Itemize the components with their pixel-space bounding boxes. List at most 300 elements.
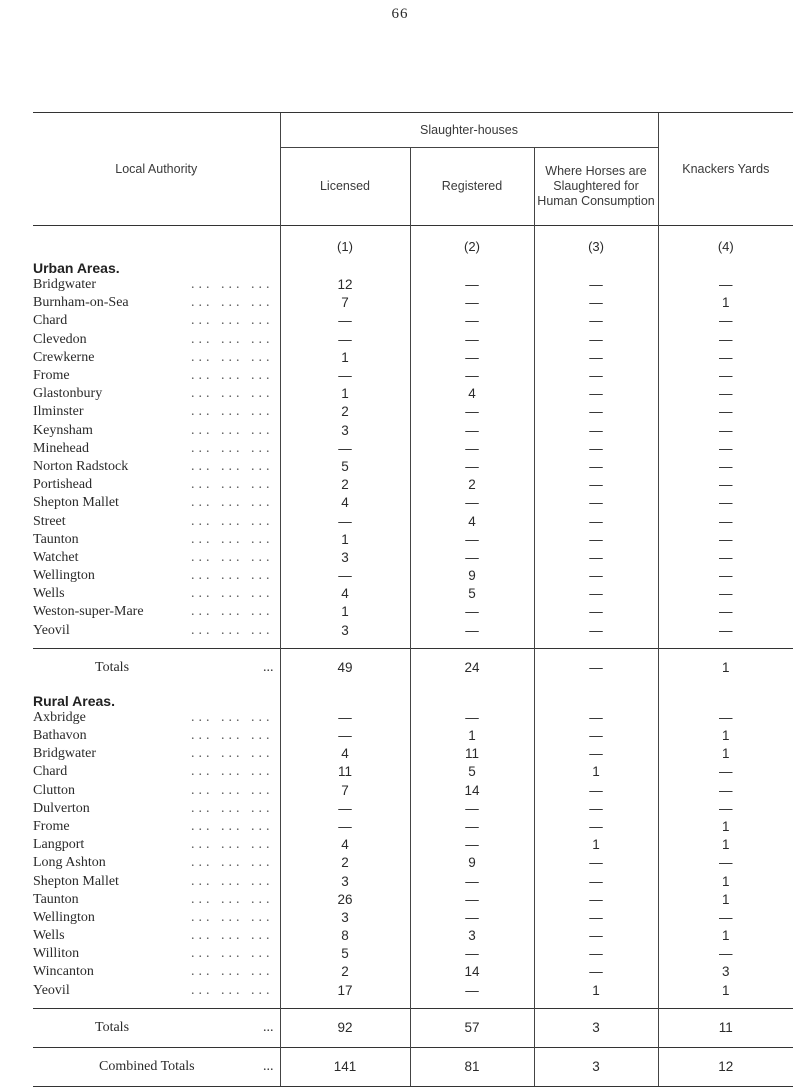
value-cell: 8 [280,927,410,945]
value-cell: — [658,422,793,440]
authority-name: Burnham-on-Sea [33,295,129,311]
value-cell: 2 [280,403,410,421]
authority-name: Shepton Mallet [33,873,119,889]
leader-dots: ... ... ... [191,782,274,798]
authority-name-wrap [33,854,280,872]
authority-name: Langport [33,837,85,853]
leader-dots: ... ... ... [191,568,274,584]
authority-name-wrap [33,403,280,421]
leader-dots: ... ... ... [191,622,274,638]
value-cell: 1 [280,385,410,403]
spacer-row [33,640,793,649]
table-row [33,331,793,349]
authority-name-cell [33,440,280,458]
authority-name: Street [33,513,66,529]
total-cell: 57 [410,1008,534,1047]
leader-dots: ... ... ... [191,964,274,980]
authority-name-cell [33,549,280,567]
value-cell: — [658,800,793,818]
value-cell: 1 [280,603,410,621]
value-cell: — [658,312,793,330]
leader-dots: ... ... ... [191,404,274,420]
value-cell: — [658,945,793,963]
value-cell: — [410,836,534,854]
authority-name-wrap [33,800,280,818]
authority-name-wrap [33,727,280,745]
value-cell: 9 [410,854,534,872]
value-cell: — [534,927,658,945]
table-row [33,982,793,1000]
table-row [33,567,793,585]
table-row [33,727,793,745]
value-cell: — [534,585,658,603]
authority-name-cell [33,403,280,421]
table-row [33,945,793,963]
leader-dots: ... ... ... [191,331,274,347]
value-cell: 3 [280,872,410,890]
value-cell: — [410,349,534,367]
table-row [33,763,793,781]
rural-heading-row [33,687,793,709]
authority-name-cell [33,422,280,440]
value-cell: — [534,818,658,836]
value-cell: 14 [410,782,534,800]
empty-cell [280,687,410,709]
value-cell: 11 [410,745,534,763]
local-authority-header: Local Authority [33,113,280,226]
value-cell: 3 [280,549,410,567]
authority-name-wrap [33,294,280,312]
slaughter-houses-header: Slaughter-houses [280,113,658,148]
value-cell: — [410,422,534,440]
value-cell: — [658,854,793,872]
authority-name: Axbridge [33,709,86,725]
authority-name: Frome [33,368,70,384]
empty-cell [280,1000,410,1009]
leader-dots: ... ... ... [191,891,274,907]
authority-name-cell [33,349,280,367]
table-row [33,312,793,330]
registered-header: Registered [410,148,534,226]
leader-dots: ... ... ... [191,313,274,329]
leader-dots: ... ... ... [191,946,274,962]
value-cell: — [658,385,793,403]
table-row [33,294,793,312]
leader-dots: ... ... ... [191,368,274,384]
column-number: (1) [280,226,410,255]
empty-cell [33,1000,280,1009]
value-cell: — [534,349,658,367]
authority-name-wrap [33,782,280,800]
value-cell: — [658,585,793,603]
table-row [33,872,793,890]
value-cell: — [658,782,793,800]
empty-cell [280,254,410,276]
authority-name: Keynsham [33,422,93,438]
value-cell: 1 [410,727,534,745]
authority-name-wrap [33,567,280,585]
table-row [33,476,793,494]
value-cell: 1 [658,727,793,745]
authority-name-cell [33,709,280,727]
authority-name-wrap [33,312,280,330]
authority-name-wrap [33,385,280,403]
authority-name: Chard [33,313,68,329]
authority-name-cell [33,331,280,349]
authority-name-cell [33,312,280,330]
leader-dots: ... ... ... [191,909,274,925]
value-cell: — [410,549,534,567]
value-cell: — [658,494,793,512]
authority-name-wrap [33,494,280,512]
value-cell: — [658,512,793,530]
value-cell: — [410,818,534,836]
table-row [33,603,793,621]
value-cell: — [534,312,658,330]
value-cell: — [410,603,534,621]
authority-name: Taunton [33,531,79,547]
combined-label-text: Combined Totals [99,1058,195,1074]
value-cell: — [658,567,793,585]
value-cell: — [280,312,410,330]
leader-dots: ... ... ... [191,386,274,402]
value-cell: 4 [280,494,410,512]
value-cell: 2 [280,476,410,494]
value-cell: — [658,476,793,494]
leader-dots: ... ... ... [191,604,274,620]
authority-name: Yeovil [33,982,70,998]
knackers-yards-header: Knackers Yards [658,113,793,226]
value-cell: — [534,512,658,530]
authority-name-wrap [33,836,280,854]
table-row [33,836,793,854]
empty-cell [534,687,658,709]
authority-name-wrap [33,927,280,945]
authority-name-wrap [33,531,280,549]
value-cell: — [410,367,534,385]
value-cell: — [534,567,658,585]
value-cell: 7 [280,782,410,800]
leader-dots: ... ... ... [191,495,274,511]
table-row [33,458,793,476]
authority-name: Wincanton [33,964,94,980]
value-cell: 12 [280,276,410,294]
value-cell: — [534,294,658,312]
value-cell: 17 [280,982,410,1000]
empty-cell [33,640,280,649]
authority-name: Wellington [33,568,95,584]
leader-dots: ... ... ... [191,982,274,998]
leader-dots: ... ... ... [191,818,274,834]
value-cell: — [658,276,793,294]
table-row [33,909,793,927]
value-cell: 4 [410,385,534,403]
authority-name-cell [33,385,280,403]
value-cell: — [658,709,793,727]
authority-name: Taunton [33,891,79,907]
leader-dots: ... [263,1019,274,1035]
leader-dots: ... ... ... [191,728,274,744]
value-cell: — [534,440,658,458]
authority-name-wrap [33,549,280,567]
authority-name: Williton [33,946,80,962]
value-cell: — [410,891,534,909]
value-cell: 4 [280,745,410,763]
table-row [33,403,793,421]
value-cell: — [534,709,658,727]
table-row [33,422,793,440]
value-cell: 1 [658,818,793,836]
value-cell: 5 [280,945,410,963]
empty-cell [410,254,534,276]
leader-dots: ... ... ... [191,477,274,493]
totals-label [33,648,280,687]
column-number: (3) [534,226,658,255]
value-cell: — [534,945,658,963]
value-cell: — [534,782,658,800]
value-cell: — [410,872,534,890]
value-cell: 11 [280,763,410,781]
empty-cell [410,687,534,709]
value-cell: — [410,458,534,476]
authority-name: Dulverton [33,800,90,816]
value-cell: — [534,891,658,909]
authority-name-wrap [33,763,280,781]
empty-cell [410,1000,534,1009]
authority-name-cell [33,782,280,800]
leader-dots: ... ... ... [191,855,274,871]
value-cell: 3 [410,927,534,945]
value-cell: — [534,622,658,640]
value-cell: 1 [658,891,793,909]
table-row [33,891,793,909]
authority-name-cell [33,294,280,312]
table-row [33,800,793,818]
value-cell: — [410,312,534,330]
value-cell: — [658,349,793,367]
leader-dots: ... ... ... [191,586,274,602]
value-cell: 5 [280,458,410,476]
table-row [33,385,793,403]
authority-name: Long Ashton [33,855,106,871]
combined-label-wrap [63,1059,280,1075]
value-cell: 1 [658,872,793,890]
value-cell: — [534,854,658,872]
page-number: 66 [391,6,409,22]
empty-cell [534,640,658,649]
value-cell: 26 [280,891,410,909]
combined-totals-row [33,1047,793,1086]
table-row [33,494,793,512]
value-cell: — [410,622,534,640]
empty-cell [658,640,793,649]
column-number-blank [33,226,280,255]
value-cell: 3 [280,422,410,440]
value-cell: — [534,458,658,476]
total-cell: — [534,648,658,687]
value-cell: 3 [280,909,410,927]
authority-name: Ilminster [33,404,84,420]
authority-name: Minehead [33,440,89,456]
value-cell: — [534,422,658,440]
table-row [33,745,793,763]
value-cell: — [410,800,534,818]
rural-totals-row [33,1008,793,1047]
authority-name-wrap [33,818,280,836]
table-row [33,549,793,567]
value-cell: — [658,549,793,567]
value-cell: 9 [410,567,534,585]
value-cell: 2 [280,963,410,981]
totals-label-wrap [83,660,280,676]
authority-name-wrap [33,585,280,603]
table-row [33,782,793,800]
totals-label [33,1008,280,1047]
value-cell: 4 [280,836,410,854]
totals-label-text: Totals [95,1019,130,1035]
combined-total-cell: 81 [410,1047,534,1086]
authority-name: Bathavon [33,728,87,744]
leader-dots: ... ... ... [191,440,274,456]
leader-dots: ... ... ... [191,513,274,529]
authority-name: Glastonbury [33,386,103,402]
leader-dots: ... ... ... [191,422,274,438]
value-cell: 1 [280,349,410,367]
authority-name: Shepton Mallet [33,495,119,511]
authority-name: Weston-super-Mare [33,604,144,620]
value-cell: — [280,367,410,385]
totals-label-wrap [83,1020,280,1036]
value-cell: — [410,909,534,927]
authority-name-wrap [33,622,280,640]
value-cell: 14 [410,963,534,981]
value-cell: 4 [410,512,534,530]
authority-name-cell [33,763,280,781]
value-cell: — [410,494,534,512]
licensed-header: Licensed [280,148,410,226]
value-cell: — [280,331,410,349]
value-cell: — [534,531,658,549]
authority-name-cell [33,854,280,872]
authority-name-wrap [33,945,280,963]
table-row [33,531,793,549]
total-cell: 3 [534,1008,658,1047]
leader-dots: ... ... ... [191,458,274,474]
combined-total-cell: 3 [534,1047,658,1086]
authority-name: Wellington [33,909,95,925]
authority-name-cell [33,458,280,476]
value-cell: — [410,531,534,549]
value-cell: — [658,440,793,458]
authority-name-wrap [33,709,280,727]
value-cell: — [658,763,793,781]
value-cell: — [534,385,658,403]
spacer-row [33,1000,793,1009]
leader-dots: ... ... ... [191,295,274,311]
totals-label-text: Totals [95,659,130,675]
leader-dots: ... ... ... [191,928,274,944]
authority-name: Frome [33,818,70,834]
authority-name-wrap [33,603,280,621]
authority-name-cell [33,909,280,927]
authority-name: Bridgwater [33,746,96,762]
value-cell: 3 [280,622,410,640]
column-number-row [33,226,793,255]
leader-dots: ... ... ... [191,746,274,762]
authority-name-cell [33,531,280,549]
value-cell: — [534,963,658,981]
authority-name-wrap [33,458,280,476]
table-row [33,440,793,458]
value-cell: — [280,512,410,530]
value-cell: — [410,294,534,312]
value-cell: — [658,909,793,927]
authority-name-wrap [33,349,280,367]
value-cell: 1 [658,294,793,312]
combined-total-cell: 141 [280,1047,410,1086]
authority-name-wrap [33,873,280,891]
table-row [33,963,793,981]
value-cell: — [534,276,658,294]
value-cell: — [534,549,658,567]
table-row [33,854,793,872]
value-cell: 1 [280,531,410,549]
authority-name-cell [33,603,280,621]
empty-cell [658,254,793,276]
value-cell: — [534,909,658,927]
value-cell: 1 [534,982,658,1000]
value-cell: — [410,276,534,294]
value-cell: 5 [410,585,534,603]
value-cell: 4 [280,585,410,603]
value-cell: — [534,603,658,621]
value-cell: — [658,603,793,621]
authority-name-wrap [33,513,280,531]
value-cell: — [410,945,534,963]
value-cell: — [410,403,534,421]
value-cell: — [280,440,410,458]
authority-name-wrap [33,476,280,494]
authority-name-cell [33,945,280,963]
authority-name-cell [33,982,280,1000]
value-cell: — [410,331,534,349]
authority-name-cell [33,585,280,603]
authority-name-cell [33,727,280,745]
authority-name-cell [33,963,280,981]
value-cell: 7 [280,294,410,312]
value-cell: — [534,403,658,421]
table-row [33,276,793,294]
value-cell: — [534,872,658,890]
authority-name-cell [33,622,280,640]
value-cell: — [410,982,534,1000]
authority-name: Watchet [33,549,79,565]
total-cell: 49 [280,648,410,687]
leader-dots: ... ... ... [191,873,274,889]
value-cell: — [658,331,793,349]
authority-name: Crewkerne [33,349,95,365]
value-cell: 2 [410,476,534,494]
value-cell: — [658,531,793,549]
authority-name-cell [33,276,280,294]
authority-name-wrap [33,909,280,927]
leader-dots: ... ... ... [191,837,274,853]
total-cell: 1 [658,648,793,687]
value-cell: 2 [280,854,410,872]
urban-totals-row [33,648,793,687]
value-cell: 1 [658,927,793,945]
urban-heading: Urban Areas. [33,260,120,276]
